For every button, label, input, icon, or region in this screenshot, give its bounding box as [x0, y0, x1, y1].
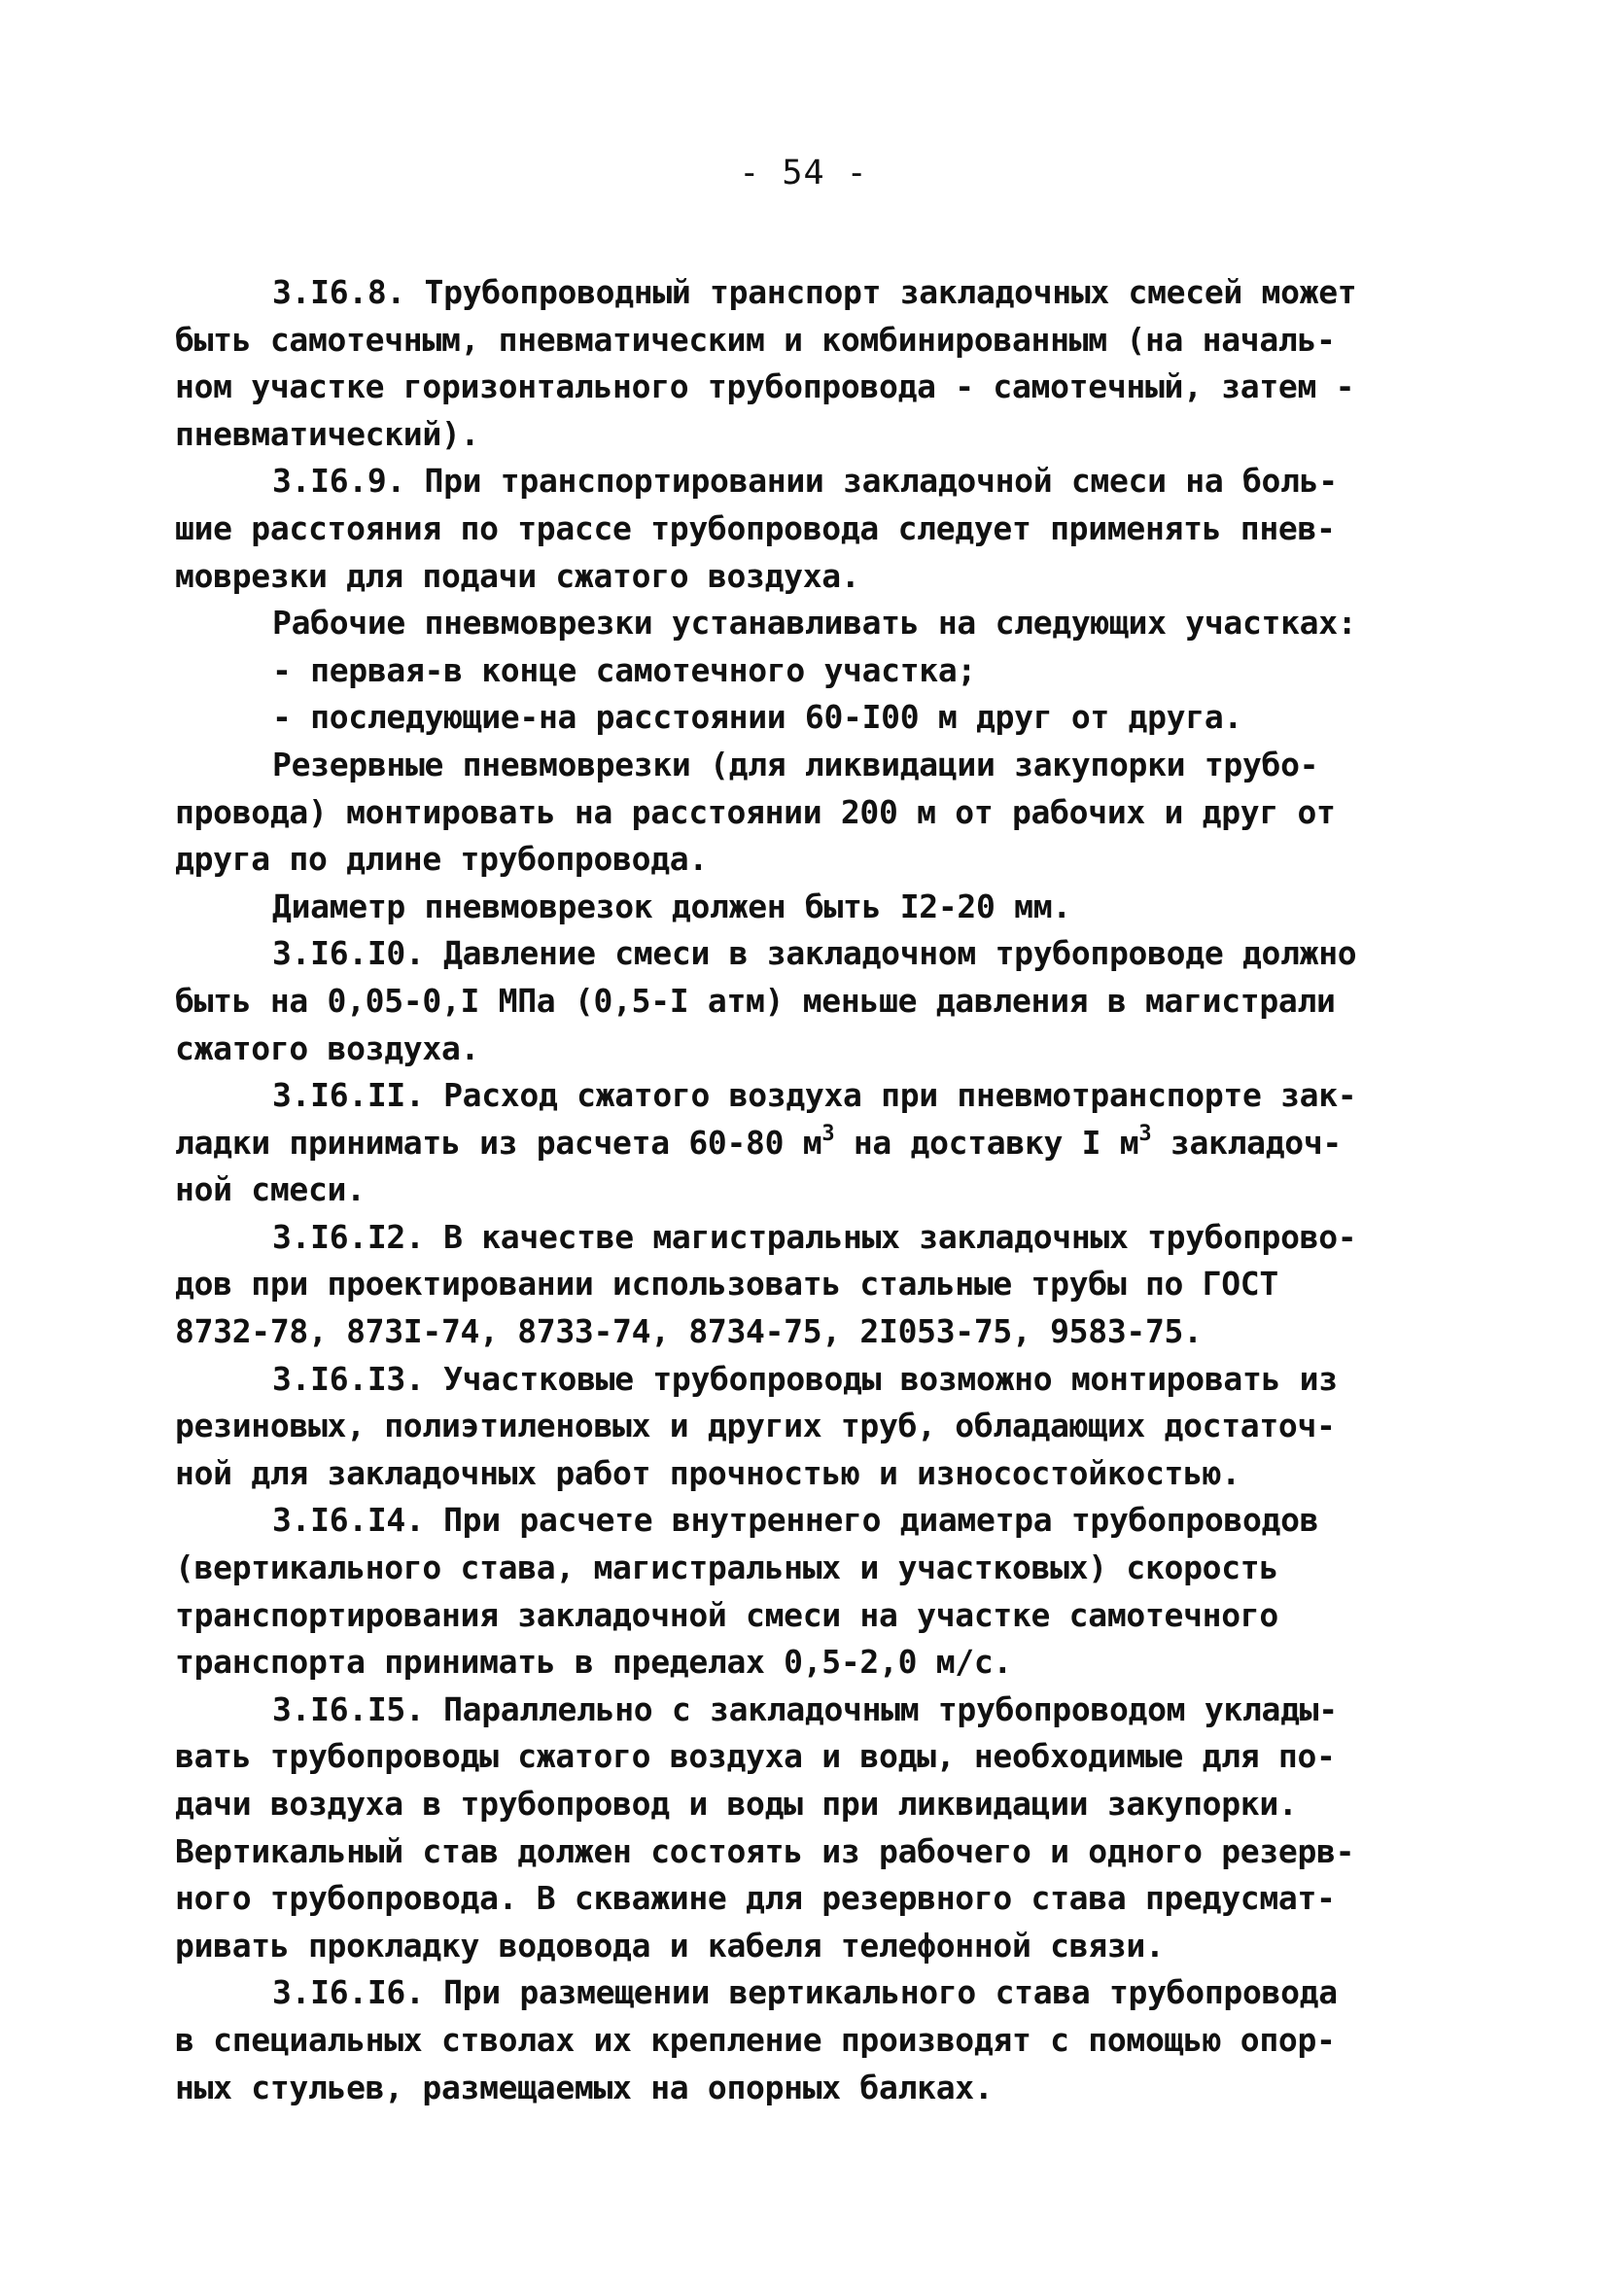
- text-line: ной для закладочных работ прочностью и износостойкостью.: [175, 1453, 1240, 1492]
- text-line: 3.I6.I5. Параллельно с закладочным трубопроводом уклады-: [272, 1689, 1338, 1728]
- text-line: пневматический).: [175, 414, 480, 453]
- text-line: Вертикальный став должен состоять из рабочего и одного резерв-: [175, 1831, 1355, 1870]
- text-line: ных стульев, размещаемых на опорных балках.: [175, 2068, 994, 2106]
- text-line: 8732-78, 873I-74, 8733-74, 8734-75, 2I053-75, 9583-75.: [175, 1312, 1203, 1351]
- text-line: транспортирования закладочной смеси на участке самотечного: [175, 1595, 1278, 1634]
- text-line: быть на 0,05-0,I МПа (0,5-I атм) меньше давления в магистрали: [175, 981, 1336, 1020]
- text-line: друга по длине трубопровода.: [175, 840, 708, 879]
- text-line: - последующие-на расстоянии 60-I00 м друг от друга.: [272, 698, 1242, 737]
- text-line: резиновых, полиэтиленовых и других труб, обладающих достаточ-: [175, 1407, 1336, 1445]
- text-line: 3.I6.I0. Давление смеси в закладочном трубопроводе должно: [272, 934, 1357, 973]
- text-line: (вертикального става, магистральных и участковых) скорость: [175, 1548, 1278, 1587]
- text-line: моврезки для подачи сжатого воздуха.: [175, 556, 860, 595]
- text-line: 3.I6.9. При транспортировании закладочной смеси на боль-: [272, 462, 1338, 501]
- text-line: ривать прокладку водовода и кабеля телефонной связи.: [175, 1926, 1165, 1965]
- text-line: транспорта принимать в пределах 0,5-2,0 м/с.: [175, 1643, 1012, 1682]
- text-line: 3.I6.II. Расход сжатого воздуха при пневмотранспорте зак-: [272, 1076, 1357, 1115]
- text-line: быть самотечным, пневматическим и комбинированным (на началь-: [175, 320, 1336, 359]
- text-line: провода) монтировать на расстоянии 200 м от рабочих и друг от: [175, 792, 1336, 831]
- text-line: Диаметр пневмоврезок должен быть I2-20 мм.: [272, 887, 1071, 925]
- text-line: дов при проектировании использовать стальные трубы по ГОСТ: [175, 1265, 1278, 1304]
- body-text: [175, 269, 1402, 2111]
- page-number: - 54 -: [739, 154, 868, 192]
- superscript: 3: [1138, 1121, 1152, 1146]
- text-line: 3.I6.I2. В качестве магистральных закладочных трубопрово-: [272, 1217, 1357, 1256]
- text-line: ной смеси.: [175, 1170, 366, 1209]
- text-line: ном участке горизонтального трубопровода - самотечный, затем -: [175, 367, 1355, 406]
- text-line: ладки принимать из расчета 60-80 $м^3$ на доставку I $м^3$ закладоч-: [175, 1121, 1342, 1162]
- text-line: шие расстояния по трассе трубопровода следует применять пнев-: [175, 508, 1336, 547]
- text-line: в специальных стволах их крепление производят с помощью опор-: [175, 2020, 1336, 2059]
- text-line: 3.I6.I4. При расчете внутреннего диаметра трубопроводов: [272, 1501, 1319, 1540]
- text-line: дачи воздуха в трубопровод и воды при ликвидации закупорки.: [175, 1785, 1298, 1823]
- text-line: 3.I6.I6. При размещении вертикального става трубопровода: [272, 1973, 1338, 2012]
- text-line: вать трубопроводы сжатого воздуха и воды, необходимые для по-: [175, 1737, 1336, 1776]
- text-line: ного трубопровода. В скважине для резервного става предусмат-: [175, 1879, 1336, 1918]
- text-line: - первая-в конце самотечного участка;: [272, 650, 977, 689]
- superscript: 3: [821, 1121, 835, 1146]
- text-line: Рабочие пневмоврезки устанавливать на следующих участках:: [272, 604, 1357, 643]
- text-line: 3.I6.8. Трубопроводный транспорт закладочных смесей может: [272, 273, 1357, 311]
- text-line: 3.I6.I3. Участковые трубопроводы возможно монтировать из: [272, 1359, 1338, 1398]
- text-line: Резервные пневмоврезки (для ликвидации закупорки трубо-: [272, 745, 1319, 783]
- text-line: сжатого воздуха.: [175, 1028, 480, 1067]
